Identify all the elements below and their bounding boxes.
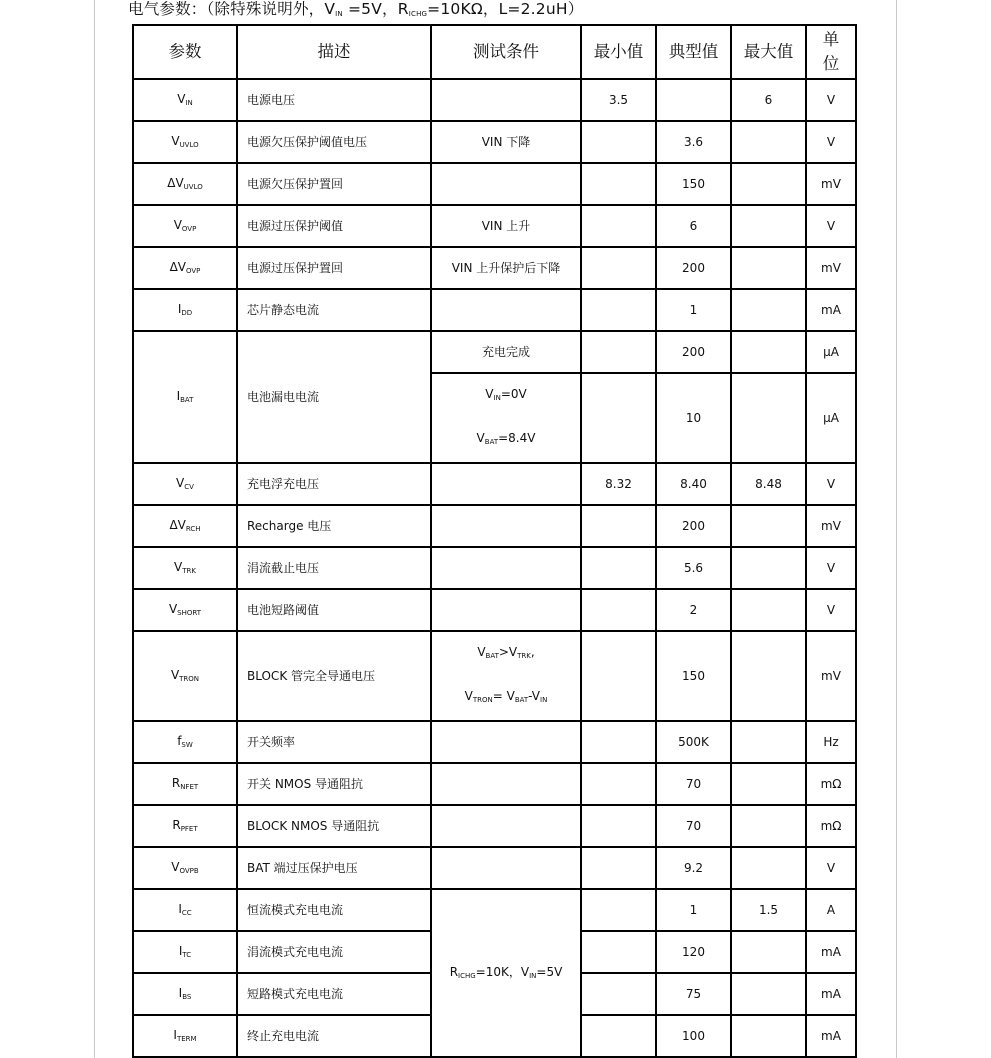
section-heading: 电气参数：（除特殊说明外，$V_{IN} =5V$，$R_{ICHG}=10K\Omega$，L=2.2uH） (128, 0, 584, 18)
table-row (133, 889, 856, 931)
cond-line: $V_{IN}=0V$ (485, 387, 527, 402)
param-max: 8.48 (731, 463, 806, 505)
header-param: 参数 (133, 25, 237, 79)
param-max (731, 247, 806, 289)
param-max (731, 763, 806, 805)
param-symbol: $V_{IN}$ (133, 79, 237, 121)
param-cond (431, 547, 581, 589)
param-symbol: $I_{BS}$ (133, 973, 237, 1015)
param-max (731, 121, 806, 163)
param-max (731, 631, 806, 721)
param-min (581, 505, 656, 547)
param-desc: 电源过压保护置回 (237, 247, 431, 289)
param-cond (431, 721, 581, 763)
table-row (133, 205, 856, 247)
param-desc: 短路模式充电电流 (237, 973, 431, 1015)
param-typ: 1 (656, 889, 731, 931)
param-desc: BAT 端过压保护电压 (237, 847, 431, 889)
param-min (581, 889, 656, 931)
param-min (581, 247, 656, 289)
param-min (581, 589, 656, 631)
param-symbol: $R_{NFET}$ (133, 763, 237, 805)
param-max (731, 505, 806, 547)
param-unit: mA (806, 1015, 856, 1057)
param-max (731, 721, 806, 763)
param-symbol: $I_{TERM}$ (133, 1015, 237, 1057)
table-row (133, 163, 856, 205)
param-max (731, 973, 806, 1015)
param-typ: 10 (656, 373, 731, 463)
param-typ: 70 (656, 763, 731, 805)
param-max (731, 931, 806, 973)
param-symbol: $I_{BAT}$ (133, 331, 237, 463)
table-row (133, 631, 856, 721)
param-unit: mA (806, 289, 856, 331)
table-row (133, 589, 856, 631)
param-symbol: $V_{TRK}$ (133, 547, 237, 589)
param-cond (431, 847, 581, 889)
param-max (731, 331, 806, 373)
table-row (133, 121, 856, 163)
table-row (133, 505, 856, 547)
param-max: 6 (731, 79, 806, 121)
param-typ: 150 (656, 163, 731, 205)
param-symbol: $I_{DD}$ (133, 289, 237, 331)
param-min (581, 763, 656, 805)
table-row (133, 289, 856, 331)
param-cond (431, 763, 581, 805)
table-row (133, 79, 856, 121)
param-typ: 200 (656, 331, 731, 373)
table-row (133, 805, 856, 847)
param-min (581, 163, 656, 205)
param-unit: mA (806, 931, 856, 973)
param-desc: 涓流截止电压 (237, 547, 431, 589)
param-unit: V (806, 463, 856, 505)
param-max (731, 373, 806, 463)
param-min (581, 547, 656, 589)
param-unit: μA (806, 331, 856, 373)
param-desc: 涓流模式充电电流 (237, 931, 431, 973)
param-min (581, 847, 656, 889)
param-desc: 充电浮充电压 (237, 463, 431, 505)
param-symbol: $\Delta V_{RCH}$ (133, 505, 237, 547)
param-typ: 150 (656, 631, 731, 721)
table-header-row (133, 25, 856, 79)
param-max (731, 163, 806, 205)
param-cond (431, 505, 581, 547)
param-symbol: $V_{UVLO}$ (133, 121, 237, 163)
param-cond (431, 373, 581, 463)
table-row (133, 547, 856, 589)
param-min: 8.32 (581, 463, 656, 505)
header-typ: 典型值 (656, 25, 731, 79)
cond-line: $V_{BAT}>V_{TRK}$, (477, 645, 535, 660)
header-cond: 测试条件 (431, 25, 581, 79)
param-typ: 8.40 (656, 463, 731, 505)
param-symbol: $V_{CV}$ (133, 463, 237, 505)
param-typ: 200 (656, 247, 731, 289)
param-max (731, 805, 806, 847)
param-symbol: $V_{OVPB}$ (133, 847, 237, 889)
param-desc: 电源电压 (237, 79, 431, 121)
param-unit: mA (806, 973, 856, 1015)
table-row (133, 847, 856, 889)
header-unit: 单 位 (806, 25, 856, 79)
param-unit: V (806, 205, 856, 247)
param-cond: VIN 上升 (431, 205, 581, 247)
param-unit: mΩ (806, 763, 856, 805)
param-typ: 120 (656, 931, 731, 973)
param-max (731, 1015, 806, 1057)
param-max: 1.5 (731, 889, 806, 931)
param-symbol: $I_{TC}$ (133, 931, 237, 973)
param-symbol: $V_{OVP}$ (133, 205, 237, 247)
param-desc: BLOCK NMOS 导通阻抗 (237, 805, 431, 847)
param-typ: 200 (656, 505, 731, 547)
param-min (581, 721, 656, 763)
param-min (581, 205, 656, 247)
param-symbol: $\Delta V_{OVP}$ (133, 247, 237, 289)
table-row (133, 721, 856, 763)
param-unit: mV (806, 247, 856, 289)
param-typ: 3.6 (656, 121, 731, 163)
param-desc: 电源欠压保护阈值电压 (237, 121, 431, 163)
param-desc: Recharge 电压 (237, 505, 431, 547)
param-min (581, 1015, 656, 1057)
param-typ: 500K (656, 721, 731, 763)
param-min (581, 973, 656, 1015)
param-desc: 开关 NMOS 导通阻抗 (237, 763, 431, 805)
param-typ: 100 (656, 1015, 731, 1057)
table-row (133, 247, 856, 289)
param-typ: 75 (656, 973, 731, 1015)
param-unit: Hz (806, 721, 856, 763)
param-cond (431, 163, 581, 205)
param-cond (431, 805, 581, 847)
param-desc: BLOCK 管完全导通电压 (237, 631, 431, 721)
param-unit: V (806, 79, 856, 121)
param-unit: V (806, 547, 856, 589)
param-symbol: $R_{PFET}$ (133, 805, 237, 847)
param-max (731, 589, 806, 631)
param-typ: 5.6 (656, 547, 731, 589)
param-unit: A (806, 889, 856, 931)
param-typ: 2 (656, 589, 731, 631)
param-cond: VIN 上升保护后下降 (431, 247, 581, 289)
param-desc: 电池短路阈值 (237, 589, 431, 631)
param-desc: 开关频率 (237, 721, 431, 763)
page-border-right (896, 0, 897, 1058)
cond-line: $V_{TRON}= V_{BAT}-V_{IN}$ (464, 689, 548, 704)
param-typ: 1 (656, 289, 731, 331)
param-unit: mV (806, 631, 856, 721)
param-desc: 终止充电电流 (237, 1015, 431, 1057)
table-row (133, 331, 856, 373)
param-min (581, 805, 656, 847)
param-typ: 70 (656, 805, 731, 847)
param-cond (431, 79, 581, 121)
param-typ: 6 (656, 205, 731, 247)
param-symbol: $\Delta V_{UVLO}$ (133, 163, 237, 205)
param-cond: VIN 下降 (431, 121, 581, 163)
page-border-left (94, 0, 95, 1058)
param-max (731, 547, 806, 589)
param-cond (431, 289, 581, 331)
param-unit: V (806, 121, 856, 163)
param-desc: 芯片静态电流 (237, 289, 431, 331)
param-min (581, 631, 656, 721)
param-min: 3.5 (581, 79, 656, 121)
param-typ (656, 79, 731, 121)
param-min (581, 331, 656, 373)
param-max (731, 847, 806, 889)
param-max (731, 289, 806, 331)
param-desc: 电源欠压保护置回 (237, 163, 431, 205)
param-unit: V (806, 847, 856, 889)
header-min: 最小值 (581, 25, 656, 79)
param-cond (431, 631, 581, 721)
param-unit: V (806, 589, 856, 631)
electrical-parameters-table (132, 24, 857, 1058)
cond-line: $V_{BAT}=8.4V$ (476, 431, 536, 446)
param-unit: μA (806, 373, 856, 463)
param-max (731, 205, 806, 247)
header-max: 最大值 (731, 25, 806, 79)
param-typ: 9.2 (656, 847, 731, 889)
param-cond-shared: $R_{ICHG}=10K$，$V_{IN}=5V$ (431, 889, 581, 1057)
param-min (581, 121, 656, 163)
param-unit: mV (806, 505, 856, 547)
param-min (581, 373, 656, 463)
param-cond (431, 463, 581, 505)
param-desc: 电源过压保护阈值 (237, 205, 431, 247)
param-cond: 充电完成 (431, 331, 581, 373)
param-min (581, 289, 656, 331)
param-cond (431, 589, 581, 631)
param-symbol: $I_{CC}$ (133, 889, 237, 931)
table-row (133, 463, 856, 505)
header-desc: 描述 (237, 25, 431, 79)
param-unit: mV (806, 163, 856, 205)
param-symbol: $V_{TRON}$ (133, 631, 237, 721)
table-row (133, 763, 856, 805)
param-desc: 恒流模式充电电流 (237, 889, 431, 931)
param-min (581, 931, 656, 973)
param-symbol: $V_{SHORT}$ (133, 589, 237, 631)
param-unit: mΩ (806, 805, 856, 847)
param-desc: 电池漏电电流 (237, 331, 431, 463)
param-symbol: $f_{SW}$ (133, 721, 237, 763)
